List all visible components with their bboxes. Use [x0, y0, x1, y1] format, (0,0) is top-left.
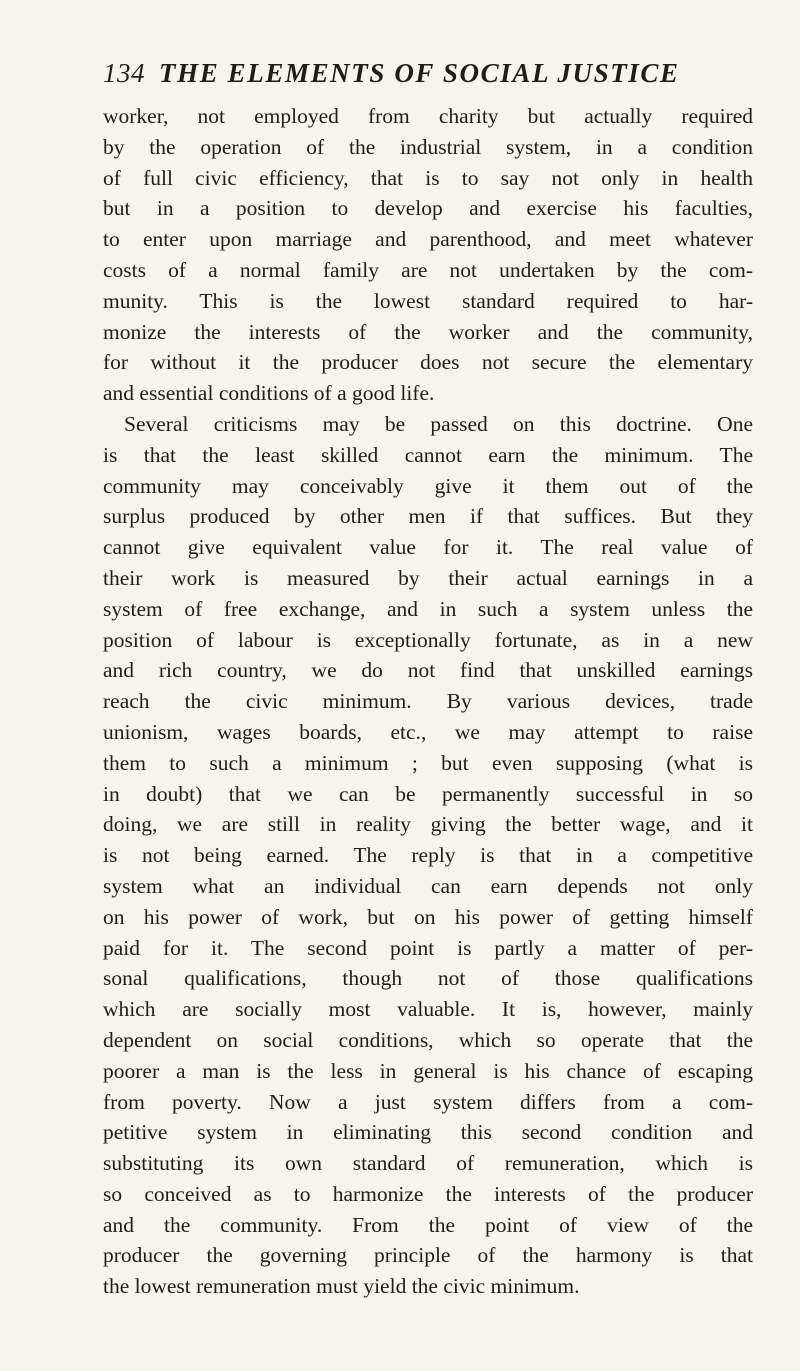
text-line: on his power of work, but on his power of getting himself	[103, 904, 753, 929]
text-line: community may conceivably give it them out of the	[103, 473, 753, 498]
paragraph	[103, 409, 753, 1302]
text-line: doing, we are still in reality giving the better wage, and it	[103, 812, 753, 837]
text-line: of full civic efficiency, that is to say not only in health	[103, 165, 753, 190]
text-line: paid for it. The second point is partly a matter of per-	[103, 935, 753, 960]
text-line: their work is measured by their actual earnings in a	[103, 565, 753, 590]
text-line: munity. This is the lowest standard required to har-	[103, 288, 753, 313]
text-line: and the community. From the point of view of the	[103, 1212, 753, 1237]
text-line: and rich country, we do not find that unskilled earnings	[103, 658, 753, 683]
text-line: position of labour is exceptionally fortunate, as in a new	[103, 627, 753, 652]
text-line: system of free exchange, and in such a system unless the	[103, 596, 753, 621]
text-line: the lowest remuneration must yield the civic minimum.	[103, 1274, 580, 1299]
text-line: in doubt) that we can be permanently successful in so	[103, 781, 753, 806]
page-number: 134	[103, 58, 145, 88]
text-line: which are socially most valuable. It is, however, mainly	[103, 997, 753, 1022]
text-line: substituting its own standard of remuneration, which is	[103, 1151, 753, 1176]
text-line: producer the governing principle of the harmony is that	[103, 1243, 753, 1268]
text-line: dependent on social conditions, which so operate that the	[103, 1027, 753, 1052]
text-line: for without it the producer does not secure the elementary	[103, 350, 753, 375]
text-line: is not being earned. The reply is that in a competitive	[103, 843, 753, 868]
text-line: to enter upon marriage and parenthood, and meet whatever	[103, 227, 753, 252]
text-line: costs of a normal family are not undertaken by the com-	[103, 257, 753, 282]
text-line: but in a position to develop and exercise his faculties,	[103, 196, 753, 221]
paragraph	[103, 101, 753, 409]
text-line: so conceived as to harmonize the interests of the producer	[103, 1181, 753, 1206]
text-line: surplus produced by other men if that suffices. But they	[103, 504, 753, 529]
text-line: monize the interests of the worker and the community,	[103, 319, 753, 344]
text-line: them to such a minimum ; but even supposing (what is	[103, 750, 753, 775]
body-text	[103, 101, 753, 1302]
text-line: unionism, wages boards, etc., we may attempt to raise	[103, 719, 753, 744]
text-line: petitive system in eliminating this second condition and	[103, 1120, 753, 1145]
running-title: THE ELEMENTS OF SOCIAL JUSTICE	[159, 58, 680, 88]
text-line: reach the civic minimum. By various devices, trade	[103, 689, 753, 714]
text-line: system what an individual can earn depends not only	[103, 873, 753, 898]
text-line: by the operation of the industrial system, in a condition	[103, 134, 753, 159]
text-line: sonal qualifications, though not of those qualifications	[103, 966, 753, 991]
text-line: worker, not employed from charity but actually required	[103, 104, 753, 128]
text-line: Several criticisms may be passed on this doctrine. One	[124, 411, 753, 436]
text-line: is that the least skilled cannot earn the minimum. The	[103, 442, 753, 467]
text-line: cannot give equivalent value for it. The real value of	[103, 535, 753, 560]
text-line: from poverty. Now a just system differs from a com-	[103, 1089, 753, 1114]
running-head	[103, 58, 743, 98]
text-line: poorer a man is the less in general is his chance of escaping	[103, 1058, 753, 1083]
text-line: and essential conditions of a good life.	[103, 381, 435, 406]
